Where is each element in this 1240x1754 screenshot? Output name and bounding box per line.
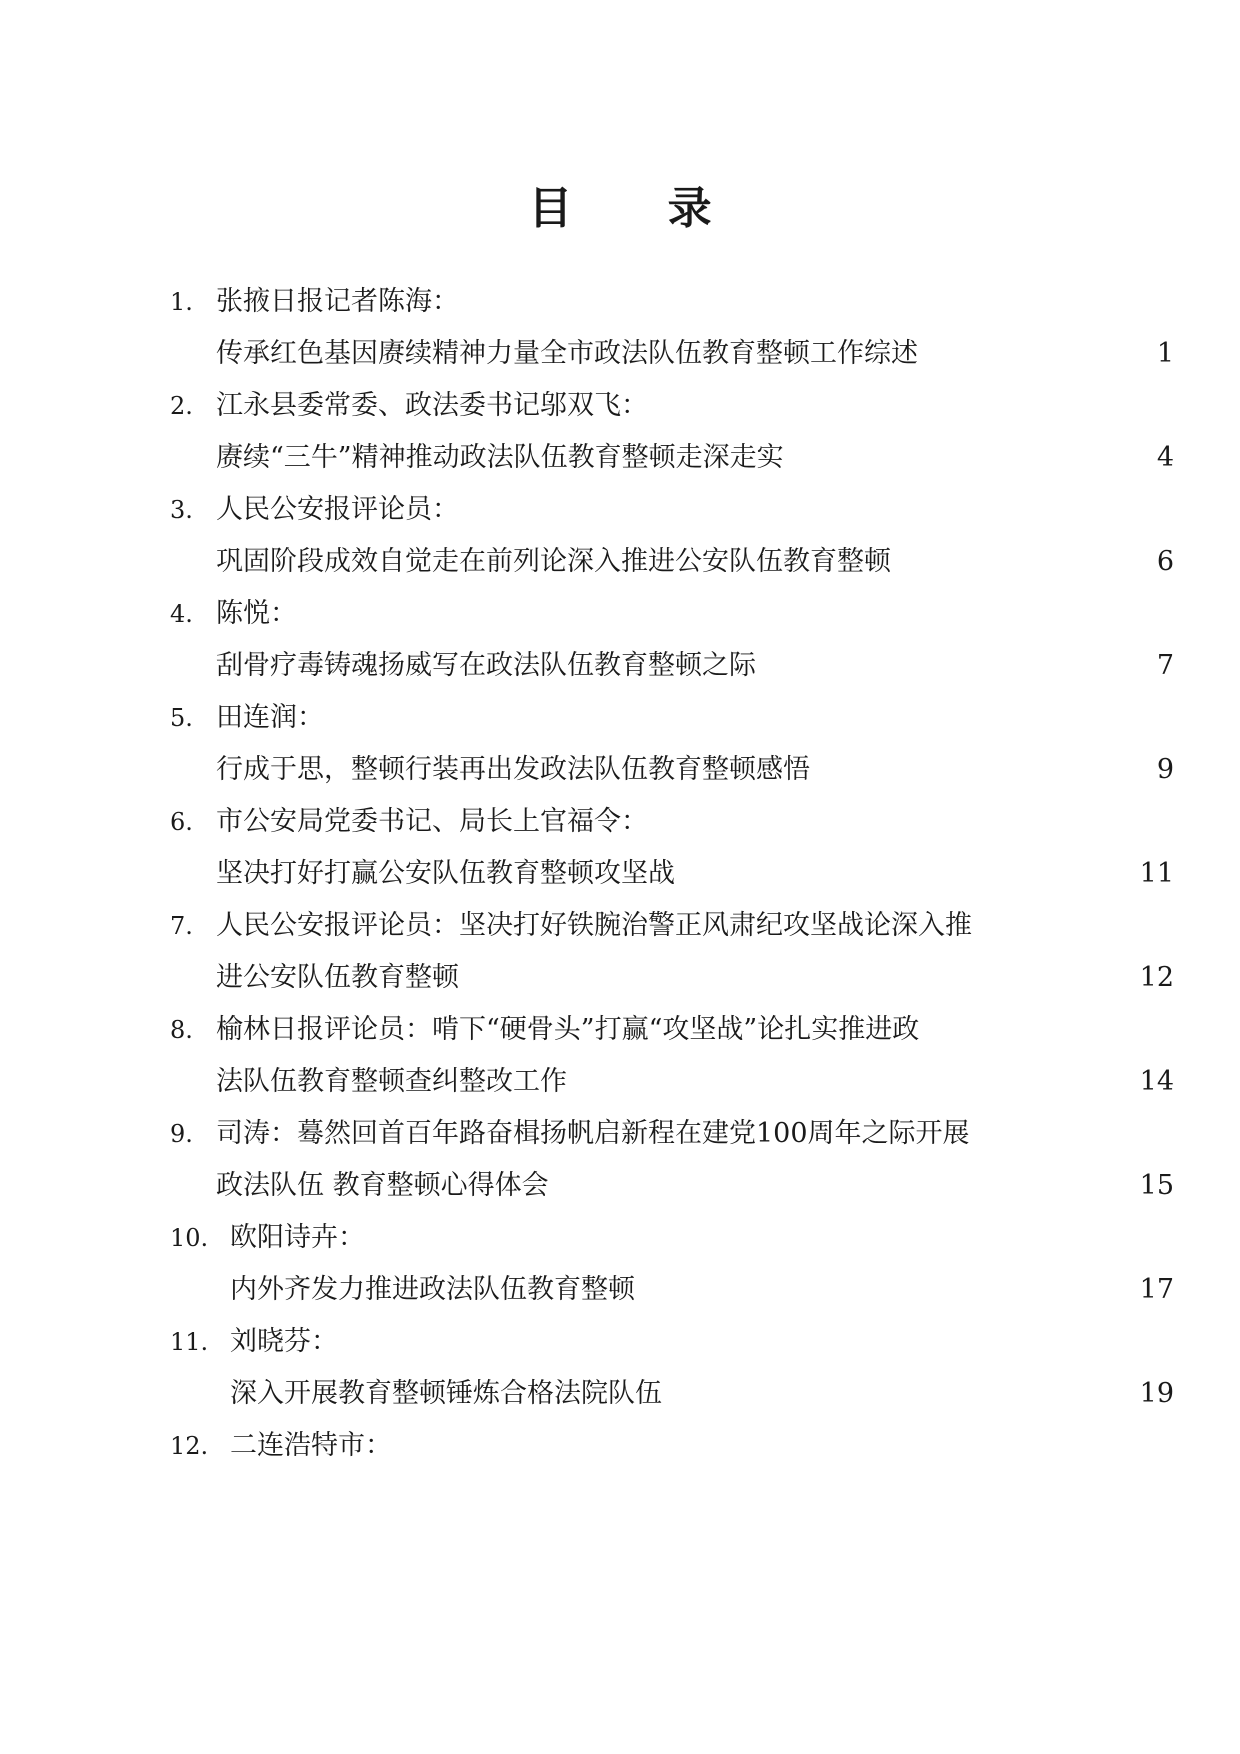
entry-number: 6. — [170, 808, 193, 836]
entry-page-number: 19 — [1139, 1378, 1174, 1409]
page-title: 目 录 — [528, 183, 752, 234]
entry-page-number: 9 — [1156, 754, 1174, 785]
entry-number: 7. — [170, 912, 193, 940]
entry-title: 政法队伍 教育整顿心得体会 — [216, 1170, 549, 1201]
toc-entry — [0, 1420, 1240, 1472]
entry-title: 法队伍教育整顿查纠整改工作 — [216, 1066, 567, 1097]
toc-entry — [0, 1316, 1240, 1420]
entry-title: 行成于思，整顿行装再出发政法队伍教育整顿感悟 — [216, 754, 810, 785]
entry-page-number: 14 — [1139, 1066, 1174, 1097]
toc-entry — [0, 692, 1240, 796]
entry-author: 人民公安报评论员： — [216, 494, 459, 525]
entry-title: 内外齐发力推进政法队伍教育整顿 — [230, 1274, 635, 1305]
entry-author: 陈悦： — [216, 598, 297, 629]
entry-number: 3. — [170, 496, 193, 524]
entry-page-number: 11 — [1139, 858, 1174, 889]
toc-entry — [0, 1108, 1240, 1212]
entry-author: 刘晓芬： — [230, 1326, 338, 1357]
entry-number: 2. — [170, 392, 193, 420]
entry-number: 5. — [170, 704, 193, 732]
entry-page-number: 6 — [1156, 546, 1174, 577]
toc-entry — [0, 588, 1240, 692]
entry-title: 赓续“三牛”精神推动政法队伍教育整顿走深走实 — [216, 442, 784, 473]
entry-author: 田连润： — [216, 702, 324, 733]
entry-number: 8. — [170, 1016, 193, 1044]
entry-title: 刮骨疗毒铸魂扬威写在政法队伍教育整顿之际 — [216, 650, 756, 681]
entry-number: 1. — [170, 288, 193, 316]
entry-author: 市公安局党委书记、局长上官福令： — [216, 806, 648, 837]
entry-page-number: 4 — [1156, 442, 1174, 473]
toc-entry — [0, 1004, 1240, 1108]
toc-entry — [0, 380, 1240, 484]
entry-number: 10. — [170, 1224, 209, 1252]
entry-author: 人民公安报评论员：坚决打好铁腕治警正风肃纪攻坚战论深入推 — [216, 910, 972, 941]
entry-number: 9. — [170, 1120, 193, 1148]
entry-author: 榆林日报评论员：啃下“硬骨头”打赢“攻坚战”论扎实推进政 — [216, 1014, 920, 1045]
toc-entry — [0, 1212, 1240, 1316]
toc-entry — [0, 276, 1240, 380]
entry-title: 传承红色基因赓续精神力量全市政法队伍教育整顿工作综述 — [216, 338, 918, 369]
entry-number: 11. — [170, 1328, 209, 1356]
toc-entry — [0, 900, 1240, 1004]
toc-entry — [0, 796, 1240, 900]
entry-author: 张掖日报记者陈海： — [216, 286, 459, 317]
entry-page-number: 12 — [1139, 962, 1174, 993]
entry-title: 深入开展教育整顿锤炼合格法院队伍 — [230, 1378, 662, 1409]
entry-title: 坚决打好打赢公安队伍教育整顿攻坚战 — [216, 858, 675, 889]
entry-page-number: 17 — [1139, 1274, 1174, 1305]
entry-number: 4. — [170, 600, 193, 628]
entry-author: 二连浩特市： — [230, 1430, 392, 1461]
entry-page-number: 15 — [1139, 1170, 1174, 1201]
table-of-contents — [0, 276, 1240, 1472]
entry-title: 巩固阶段成效自觉走在前列论深入推进公安队伍教育整顿 — [216, 546, 891, 577]
entry-number: 12. — [170, 1432, 209, 1460]
toc-entry — [0, 484, 1240, 588]
entry-page-number: 7 — [1156, 650, 1174, 681]
entry-page-number: 1 — [1156, 338, 1174, 369]
entry-author: 欧阳诗卉： — [230, 1222, 365, 1253]
entry-author: 司涛：蓦然回首百年路奋楫扬帆启新程在建党100周年之际开展 — [216, 1118, 970, 1149]
entry-author: 江永县委常委、政法委书记邬双飞： — [216, 390, 648, 421]
entry-title: 进公安队伍教育整顿 — [216, 962, 459, 993]
